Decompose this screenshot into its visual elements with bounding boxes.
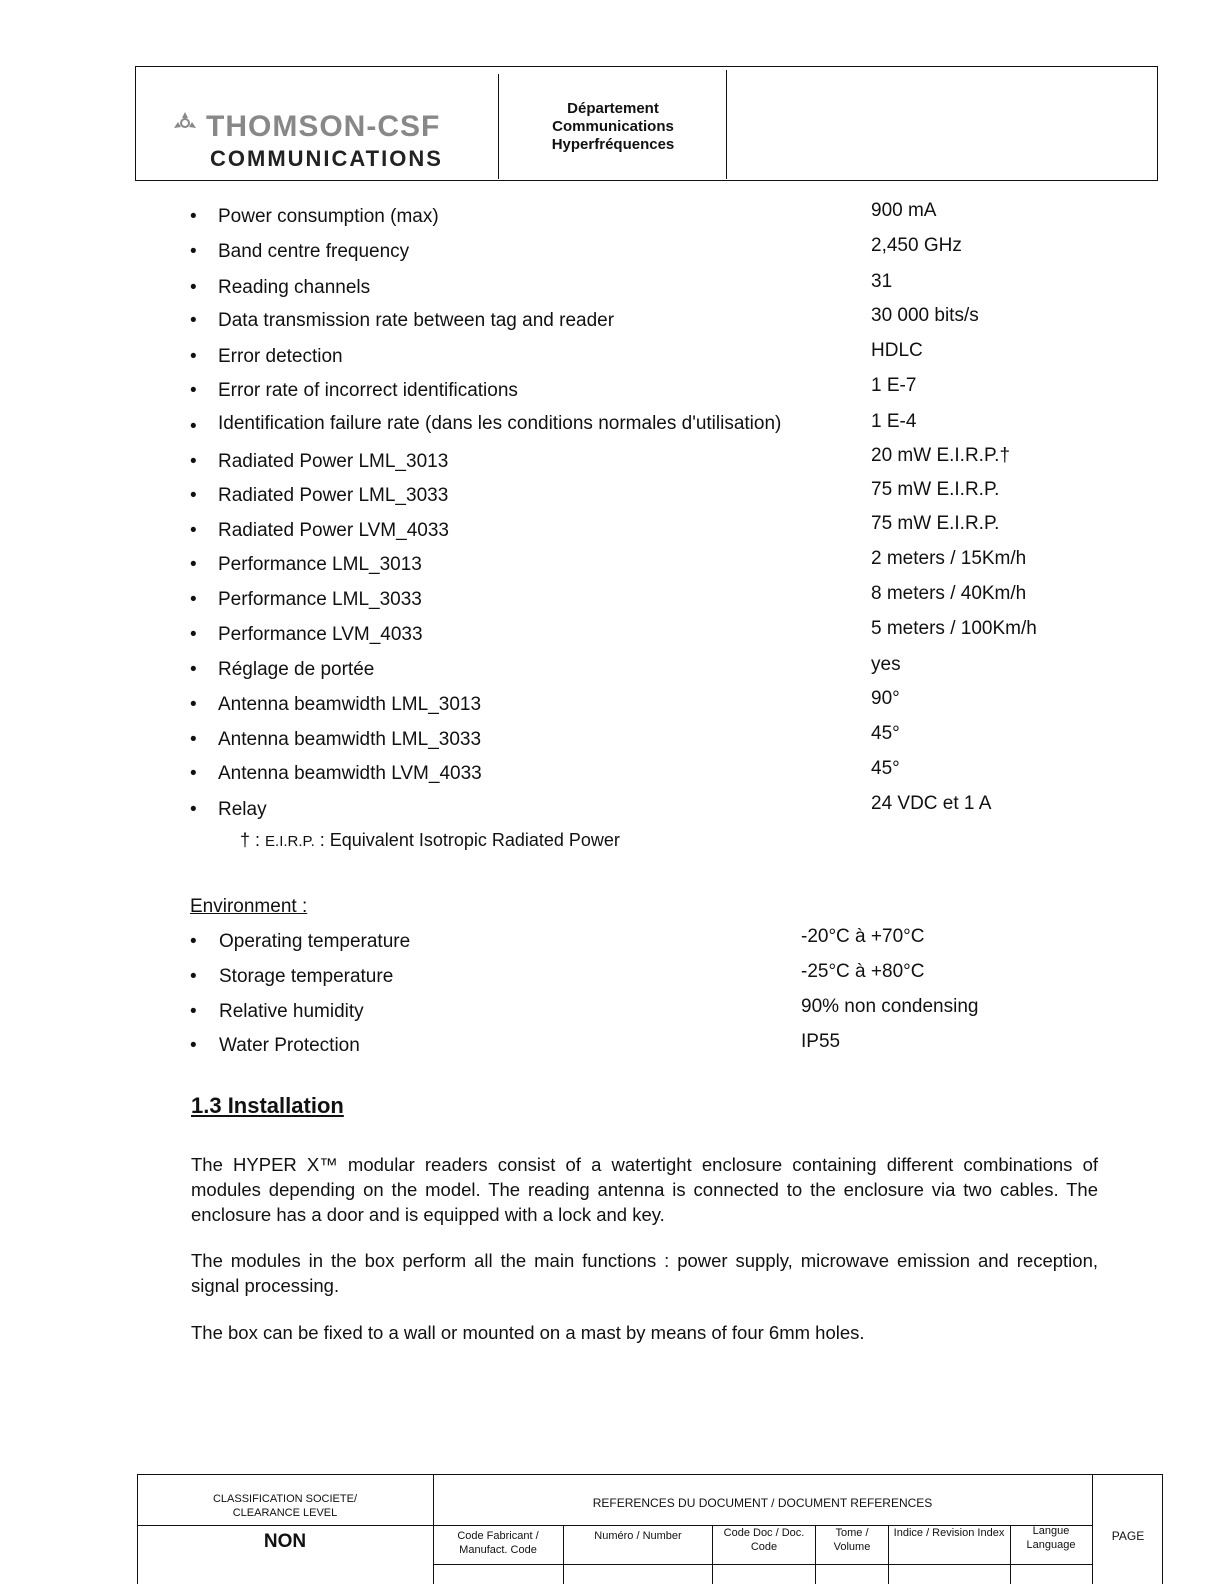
footer-divider (1010, 1525, 1011, 1584)
spec-bullet: • (190, 624, 197, 645)
spec-bullet: • (190, 206, 197, 227)
spec-bullet: • (190, 241, 197, 262)
spec-value: 30 000 bits/s (871, 305, 979, 326)
spec-value: 2 meters / 15Km/h (871, 548, 1027, 569)
spec-value: 1 E-4 (871, 411, 917, 432)
spec-value: HDLC (871, 340, 923, 361)
spec-label: Réglage de portée (218, 659, 375, 680)
spec-value: 5 meters / 100Km/h (871, 618, 1037, 639)
spec-bullet: • (190, 520, 197, 541)
spec-bullet: • (190, 799, 197, 820)
section-heading: 1.3 Installation (191, 1093, 344, 1118)
spec-label: Error detection (218, 346, 343, 367)
department-label (500, 100, 726, 154)
footnote (240, 830, 620, 851)
spec-label: Reading channels (218, 277, 371, 298)
spec-value: 8 meters / 40Km/h (871, 583, 1027, 604)
spec-value: 45° (871, 758, 900, 779)
spec-value: 1 E-7 (871, 375, 917, 396)
env-value: IP55 (801, 1031, 841, 1052)
footnote-symbol: † : (240, 830, 266, 850)
department-line: Département (567, 100, 659, 117)
spec-label: Power consumption (max) (218, 206, 439, 227)
header-divider (498, 74, 499, 179)
spec-label: Band centre frequency (218, 241, 410, 262)
spec-bullet: • (190, 346, 197, 367)
env-label: Water Protection (219, 1035, 360, 1056)
spec-value: 24 VDC et 1 A (871, 793, 992, 814)
spec-bullet: • (190, 416, 197, 437)
footer-divider (712, 1525, 713, 1584)
footer-divider (433, 1564, 1092, 1565)
classification-value: NON (263, 1531, 307, 1552)
spec-label: Performance LML_3013 (218, 554, 422, 575)
spec-value: 90° (871, 688, 900, 709)
env-value: 90% non condensing (801, 996, 979, 1017)
paragraph: The box can be fixed to a wall or mounted on a mast by means of four 6mm holes. (191, 1322, 865, 1343)
spec-label: Radiated Power LVM_4033 (218, 520, 449, 541)
spec-label: Performance LML_3033 (218, 589, 422, 610)
paragraph: The HYPER X™ modular readers consist of a watertight enclosure containing different combinations of modules depending on the model. The reading antenna is connected to the enclosure via two cables. The enclosure has a door and is equipped with a lock and key. (191, 1154, 1098, 1225)
spec-label: Radiated Power LML_3033 (218, 485, 449, 506)
logo-subtitle: COMMUNICATIONS (210, 146, 443, 171)
env-bullet: • (190, 931, 197, 952)
spec-label: Antenna beamwidth LML_3033 (218, 729, 482, 750)
footer-divider (433, 1475, 434, 1584)
spec-value: 900 mA (871, 200, 937, 221)
spec-bullet: • (190, 659, 197, 680)
env-value: -25°C à +80°C (801, 961, 925, 982)
env-value: -20°C à +70°C (801, 926, 925, 947)
department-line: Communications (552, 118, 674, 135)
spec-bullet: • (190, 729, 197, 750)
spec-value: 31 (871, 271, 893, 292)
footnote-abbr: E.I.R.P. (265, 833, 315, 850)
spec-bullet: • (190, 589, 197, 610)
paragraph: The modules in the box perform all the main functions : power supply, microwave emission and reception, signal processing. (191, 1250, 1098, 1296)
spec-bullet: • (190, 310, 197, 331)
column-header: Numéro / Number (594, 1530, 682, 1542)
spec-value: yes (871, 654, 901, 675)
spec-label: Radiated Power LML_3013 (218, 451, 449, 472)
spec-bullet: • (190, 277, 197, 298)
spec-value: 20 mW E.I.R.P.† (871, 445, 1011, 466)
spec-bullet: • (190, 451, 197, 472)
spec-label: Antenna beamwidth LVM_4033 (218, 763, 482, 784)
spec-label: Performance LVM_4033 (218, 624, 423, 645)
spec-value: 2,450 GHz (871, 235, 962, 256)
environment-title: Environment : (190, 896, 308, 917)
page-label: PAGE (1111, 1529, 1145, 1543)
spec-value: 75 mW E.I.R.P. (871, 513, 1000, 534)
env-label: Storage temperature (219, 966, 394, 987)
env-label: Operating temperature (219, 931, 411, 952)
column-header: Code Doc / Doc. Code (723, 1527, 805, 1553)
spec-label: Data transmission rate between tag and reader (218, 310, 615, 331)
column-header: Indice / Revision Index (893, 1527, 1005, 1539)
spec-bullet: • (190, 554, 197, 575)
header-divider (726, 70, 727, 179)
spec-bullet: • (190, 694, 197, 715)
footer-divider (815, 1525, 816, 1584)
env-label: Relative humidity (219, 1001, 364, 1022)
footnote-text: : Equivalent Isotropic Radiated Power (314, 830, 620, 850)
spec-bullet: • (190, 485, 197, 506)
footer-divider (888, 1525, 889, 1584)
department-line: Hyperfréquences (551, 136, 675, 153)
footer-divider (563, 1525, 564, 1584)
spec-label: Error rate of incorrect identifications (218, 380, 518, 401)
references-title: REFERENCES DU DOCUMENT / DOCUMENT REFERENCES (592, 1496, 933, 1510)
spec-bullet: • (190, 763, 197, 784)
classification-label: CLASSIFICATION SOCIETE/ CLEARANCE LEVEL (212, 1493, 358, 1519)
logo-icon (172, 110, 198, 144)
column-header: Langue Language (1026, 1525, 1076, 1551)
company-logo (172, 110, 440, 144)
spec-bullet: • (190, 380, 197, 401)
column-header: Tome / Volume (833, 1527, 871, 1553)
spec-label: Antenna beamwidth LML_3013 (218, 694, 482, 715)
spec-label: Relay (218, 799, 267, 820)
spec-value: 75 mW E.I.R.P. (871, 479, 1000, 500)
env-bullet: • (190, 1035, 197, 1056)
spec-label: Identification failure rate (dans les conditions normales d'utilisation) (218, 413, 782, 434)
logo-text: THOMSON-CSF (206, 110, 441, 143)
env-bullet: • (190, 966, 197, 987)
spec-value: 45° (871, 723, 900, 744)
column-header: Code Fabricant / Manufact. Code (457, 1530, 539, 1556)
env-bullet: • (190, 1001, 197, 1022)
